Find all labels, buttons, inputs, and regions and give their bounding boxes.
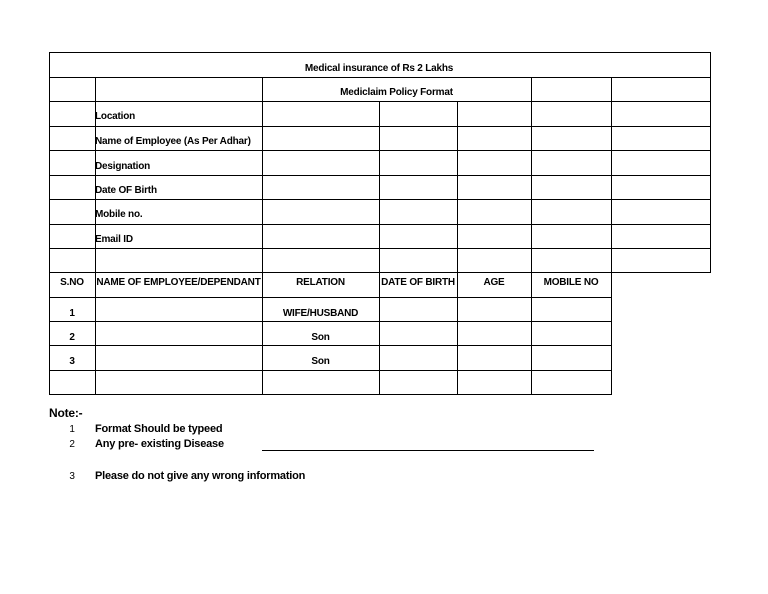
table-header-relation: RELATION <box>296 277 345 288</box>
form-subtitle: Mediclaim Policy Format <box>340 87 453 98</box>
table-row-sno: 2 <box>69 332 75 343</box>
form-title: Medical insurance of Rs 2 Lakhs <box>304 63 454 74</box>
table-header-mobile: MOBILE NO <box>543 277 599 288</box>
field-label-mobile: Mobile no. <box>95 209 143 220</box>
disease-answer-line[interactable] <box>262 450 594 451</box>
grid-line <box>49 394 612 395</box>
table-row-relation: Son <box>311 332 330 343</box>
notes-heading: Note:- <box>49 406 83 420</box>
field-label-employee-name: Name of Employee (As Per Adhar) <box>95 136 251 147</box>
table-header-sno: S.NO <box>60 277 84 288</box>
note-number: 3 <box>69 471 75 482</box>
grid-line <box>49 297 612 298</box>
grid-line <box>49 370 612 371</box>
note-text: Any pre- existing Disease <box>95 438 224 450</box>
table-header-age: AGE <box>483 277 505 288</box>
note-text: Format Should be typeed <box>95 423 223 435</box>
grid-line <box>531 77 532 395</box>
field-label-date-of-birth: Date OF Birth <box>95 185 157 196</box>
table-row-sno: 1 <box>69 308 75 319</box>
grid-line <box>49 345 612 346</box>
note-number: 1 <box>69 424 75 435</box>
table-row-sno: 3 <box>69 356 75 367</box>
table-row-relation: Son <box>311 356 330 367</box>
grid-line <box>710 52 711 273</box>
field-label-designation: Designation <box>95 161 151 172</box>
grid-line <box>49 321 612 322</box>
grid-line <box>611 77 612 395</box>
grid-line <box>262 77 263 395</box>
note-text: Please do not give any wrong information <box>95 470 306 482</box>
note-number: 2 <box>69 439 75 450</box>
table-header-name: NAME OF EMPLOYEE/DEPENDANT <box>96 277 261 288</box>
field-label-email: Email ID <box>95 234 133 245</box>
grid-line <box>379 101 380 395</box>
field-label-location: Location <box>95 111 136 122</box>
grid-line <box>49 52 711 53</box>
grid-line <box>457 101 458 395</box>
table-row-relation: WIFE/HUSBAND <box>282 308 359 319</box>
table-header-dob: DATE OF BIRTH <box>381 277 455 288</box>
